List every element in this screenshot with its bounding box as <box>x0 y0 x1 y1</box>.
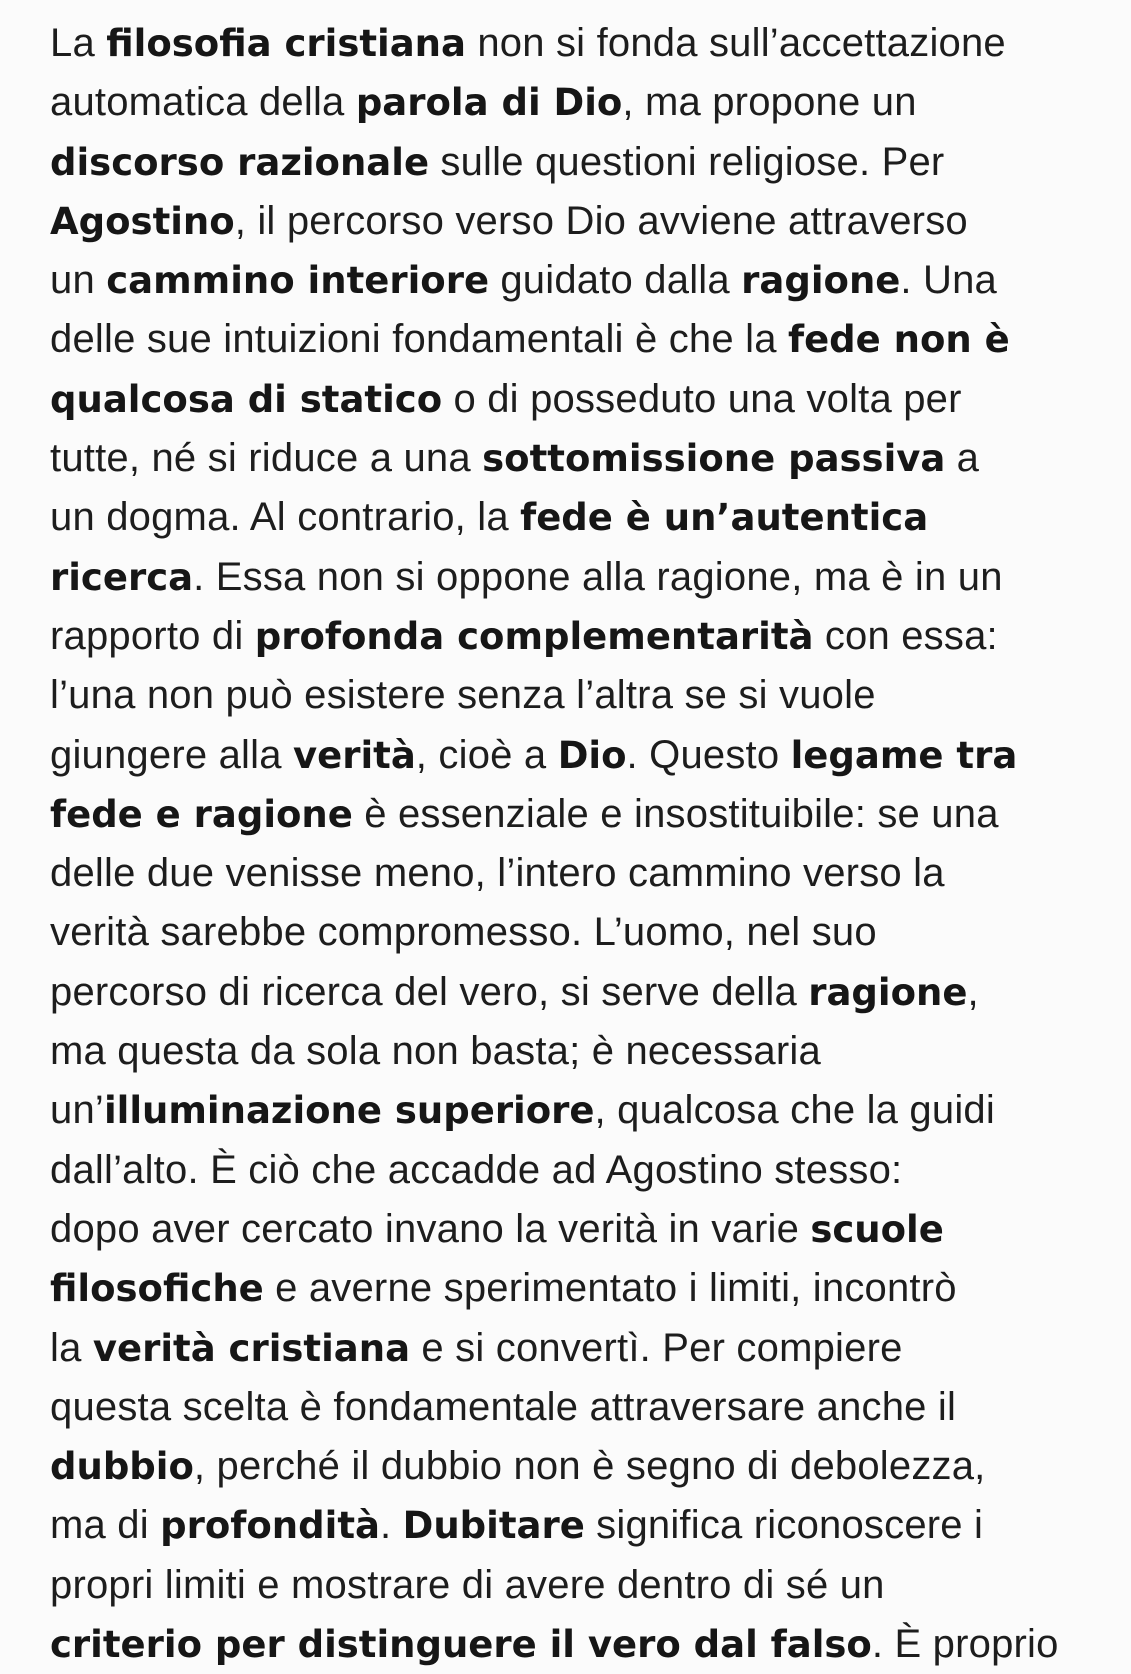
bold-term: ragione <box>741 259 901 303</box>
bold-term: Dubitare <box>402 1504 585 1548</box>
text-line <box>50 1319 1120 1378</box>
bold-term: profonda complementarità <box>254 614 814 658</box>
text-line <box>50 1615 1120 1674</box>
text-run: la <box>50 1325 93 1370</box>
text-run: significa riconoscere i <box>584 1503 984 1548</box>
text-line <box>50 1200 1120 1259</box>
text-line <box>50 1496 1120 1555</box>
text-line <box>50 726 1120 785</box>
bold-term: dubbio <box>50 1445 194 1489</box>
text-run: un dogma. Al contrario, la <box>50 495 521 540</box>
text-run: dall’alto. È ciò che accadde ad Agostino stesso: <box>50 1147 903 1192</box>
text-line <box>50 666 1120 725</box>
bold-term: parola di Dio <box>355 81 623 125</box>
bold-term: Dio <box>557 733 627 777</box>
bold-term: filosofia cristiana <box>106 22 466 65</box>
text-line <box>50 844 1120 903</box>
bold-term: verità <box>292 733 416 777</box>
text-line <box>50 607 1120 666</box>
bold-term: fede non è <box>787 318 1010 362</box>
text-run: tutte, né si riduce a una <box>50 436 483 481</box>
bold-term: discorso razionale <box>50 140 430 184</box>
text-line <box>50 370 1120 429</box>
text-run: questa scelta è fondamentale attraversare anche il <box>50 1384 957 1429</box>
text-run: verità sarebbe compromesso. L’uomo, nel suo <box>50 910 877 955</box>
text-run: , perché il dubbio non è segno di debolezza, <box>193 1444 986 1489</box>
text-run: . Una <box>900 258 997 303</box>
bold-term: illuminazione superiore <box>103 1089 595 1133</box>
text-run: sulle questioni religiose. Per <box>429 139 945 184</box>
text-line <box>50 963 1120 1022</box>
text-run: . <box>379 1503 403 1548</box>
text-line <box>50 429 1120 488</box>
text-run: con essa: <box>813 613 998 658</box>
text-run: , cioè a <box>415 732 558 777</box>
text-line <box>50 1259 1120 1318</box>
text-line <box>50 251 1120 310</box>
text-run: ma di <box>50 1503 161 1548</box>
bold-term: scuole <box>810 1207 944 1251</box>
text-line <box>50 310 1120 369</box>
bold-term: legame tra <box>790 733 1018 777</box>
paragraph <box>50 14 1120 1674</box>
text-line <box>50 192 1120 251</box>
text-line <box>50 73 1120 132</box>
text-line <box>50 1556 1120 1615</box>
bold-term: sottomissione passiva <box>482 437 946 481</box>
bold-term: filosofiche <box>50 1267 264 1311</box>
text-run: rapporto di <box>50 613 255 658</box>
text-line <box>50 488 1120 547</box>
text-run: propri limiti e mostrare di avere dentro di sé un <box>50 1562 885 1607</box>
text-run: e averne sperimentato i limiti, incontrò <box>263 1266 957 1311</box>
text-run: guidato dalla <box>489 258 742 303</box>
text-run: dopo aver cercato invano la verità in varie <box>50 1206 811 1251</box>
bold-term: Agostino <box>50 199 235 243</box>
text-run: , ma propone un <box>622 80 917 125</box>
text-line <box>50 1378 1120 1437</box>
text-run: non si fonda sull’accettazione <box>466 21 1006 65</box>
text-run: automatica della <box>50 80 356 125</box>
bold-term: verità cristiana <box>92 1326 411 1370</box>
bold-term: ragione <box>808 970 968 1014</box>
text-run: a <box>945 436 980 481</box>
text-run: , il percorso verso Dio avviene attraverso <box>234 198 968 243</box>
bold-term: qualcosa di statico <box>50 377 443 421</box>
text-run: delle sue intuizioni fondamentali è che la <box>50 317 788 362</box>
text-run: delle due venisse meno, l’intero cammino verso la <box>50 851 945 896</box>
text-run: , <box>967 969 979 1014</box>
text-line <box>50 14 1120 73</box>
text-run: e si convertì. Per compiere <box>410 1325 903 1370</box>
text-run: o di posseduto una volta per <box>442 376 962 421</box>
text-line <box>50 1141 1120 1200</box>
text-run: . È proprio <box>871 1622 1059 1667</box>
text-run: un <box>50 258 107 303</box>
text-run: l’una non può esistere senza l’altra se si vuole <box>50 673 876 718</box>
bold-term: ricerca <box>50 555 194 599</box>
text-run: . Questo <box>626 732 791 777</box>
text-run: La <box>50 21 107 65</box>
text-line <box>50 903 1120 962</box>
text-line <box>50 133 1120 192</box>
text-line <box>50 548 1120 607</box>
bold-term: fede e ragione <box>50 792 353 836</box>
text-run: un’ <box>50 1088 104 1133</box>
text-line <box>50 1022 1120 1081</box>
bold-term: cammino interiore <box>106 259 490 303</box>
text-run: è essenziale e insostituibile: se una <box>352 791 999 836</box>
text-line <box>50 1437 1120 1496</box>
bold-term: fede è un’autentica <box>520 496 929 540</box>
text-run: giungere alla <box>50 732 293 777</box>
text-line <box>50 785 1120 844</box>
bold-term: profondità <box>160 1504 380 1548</box>
text-run: , qualcosa che la guidi <box>594 1088 995 1133</box>
text-line <box>50 1081 1120 1140</box>
bold-term: criterio per distinguere il vero dal falso <box>50 1623 872 1667</box>
text-run: ma questa da sola non basta; è necessaria <box>50 1029 821 1074</box>
text-run: percorso di ricerca del vero, si serve della <box>50 969 809 1014</box>
text-run: . Essa non si oppone alla ragione, ma è in un <box>193 554 1003 599</box>
